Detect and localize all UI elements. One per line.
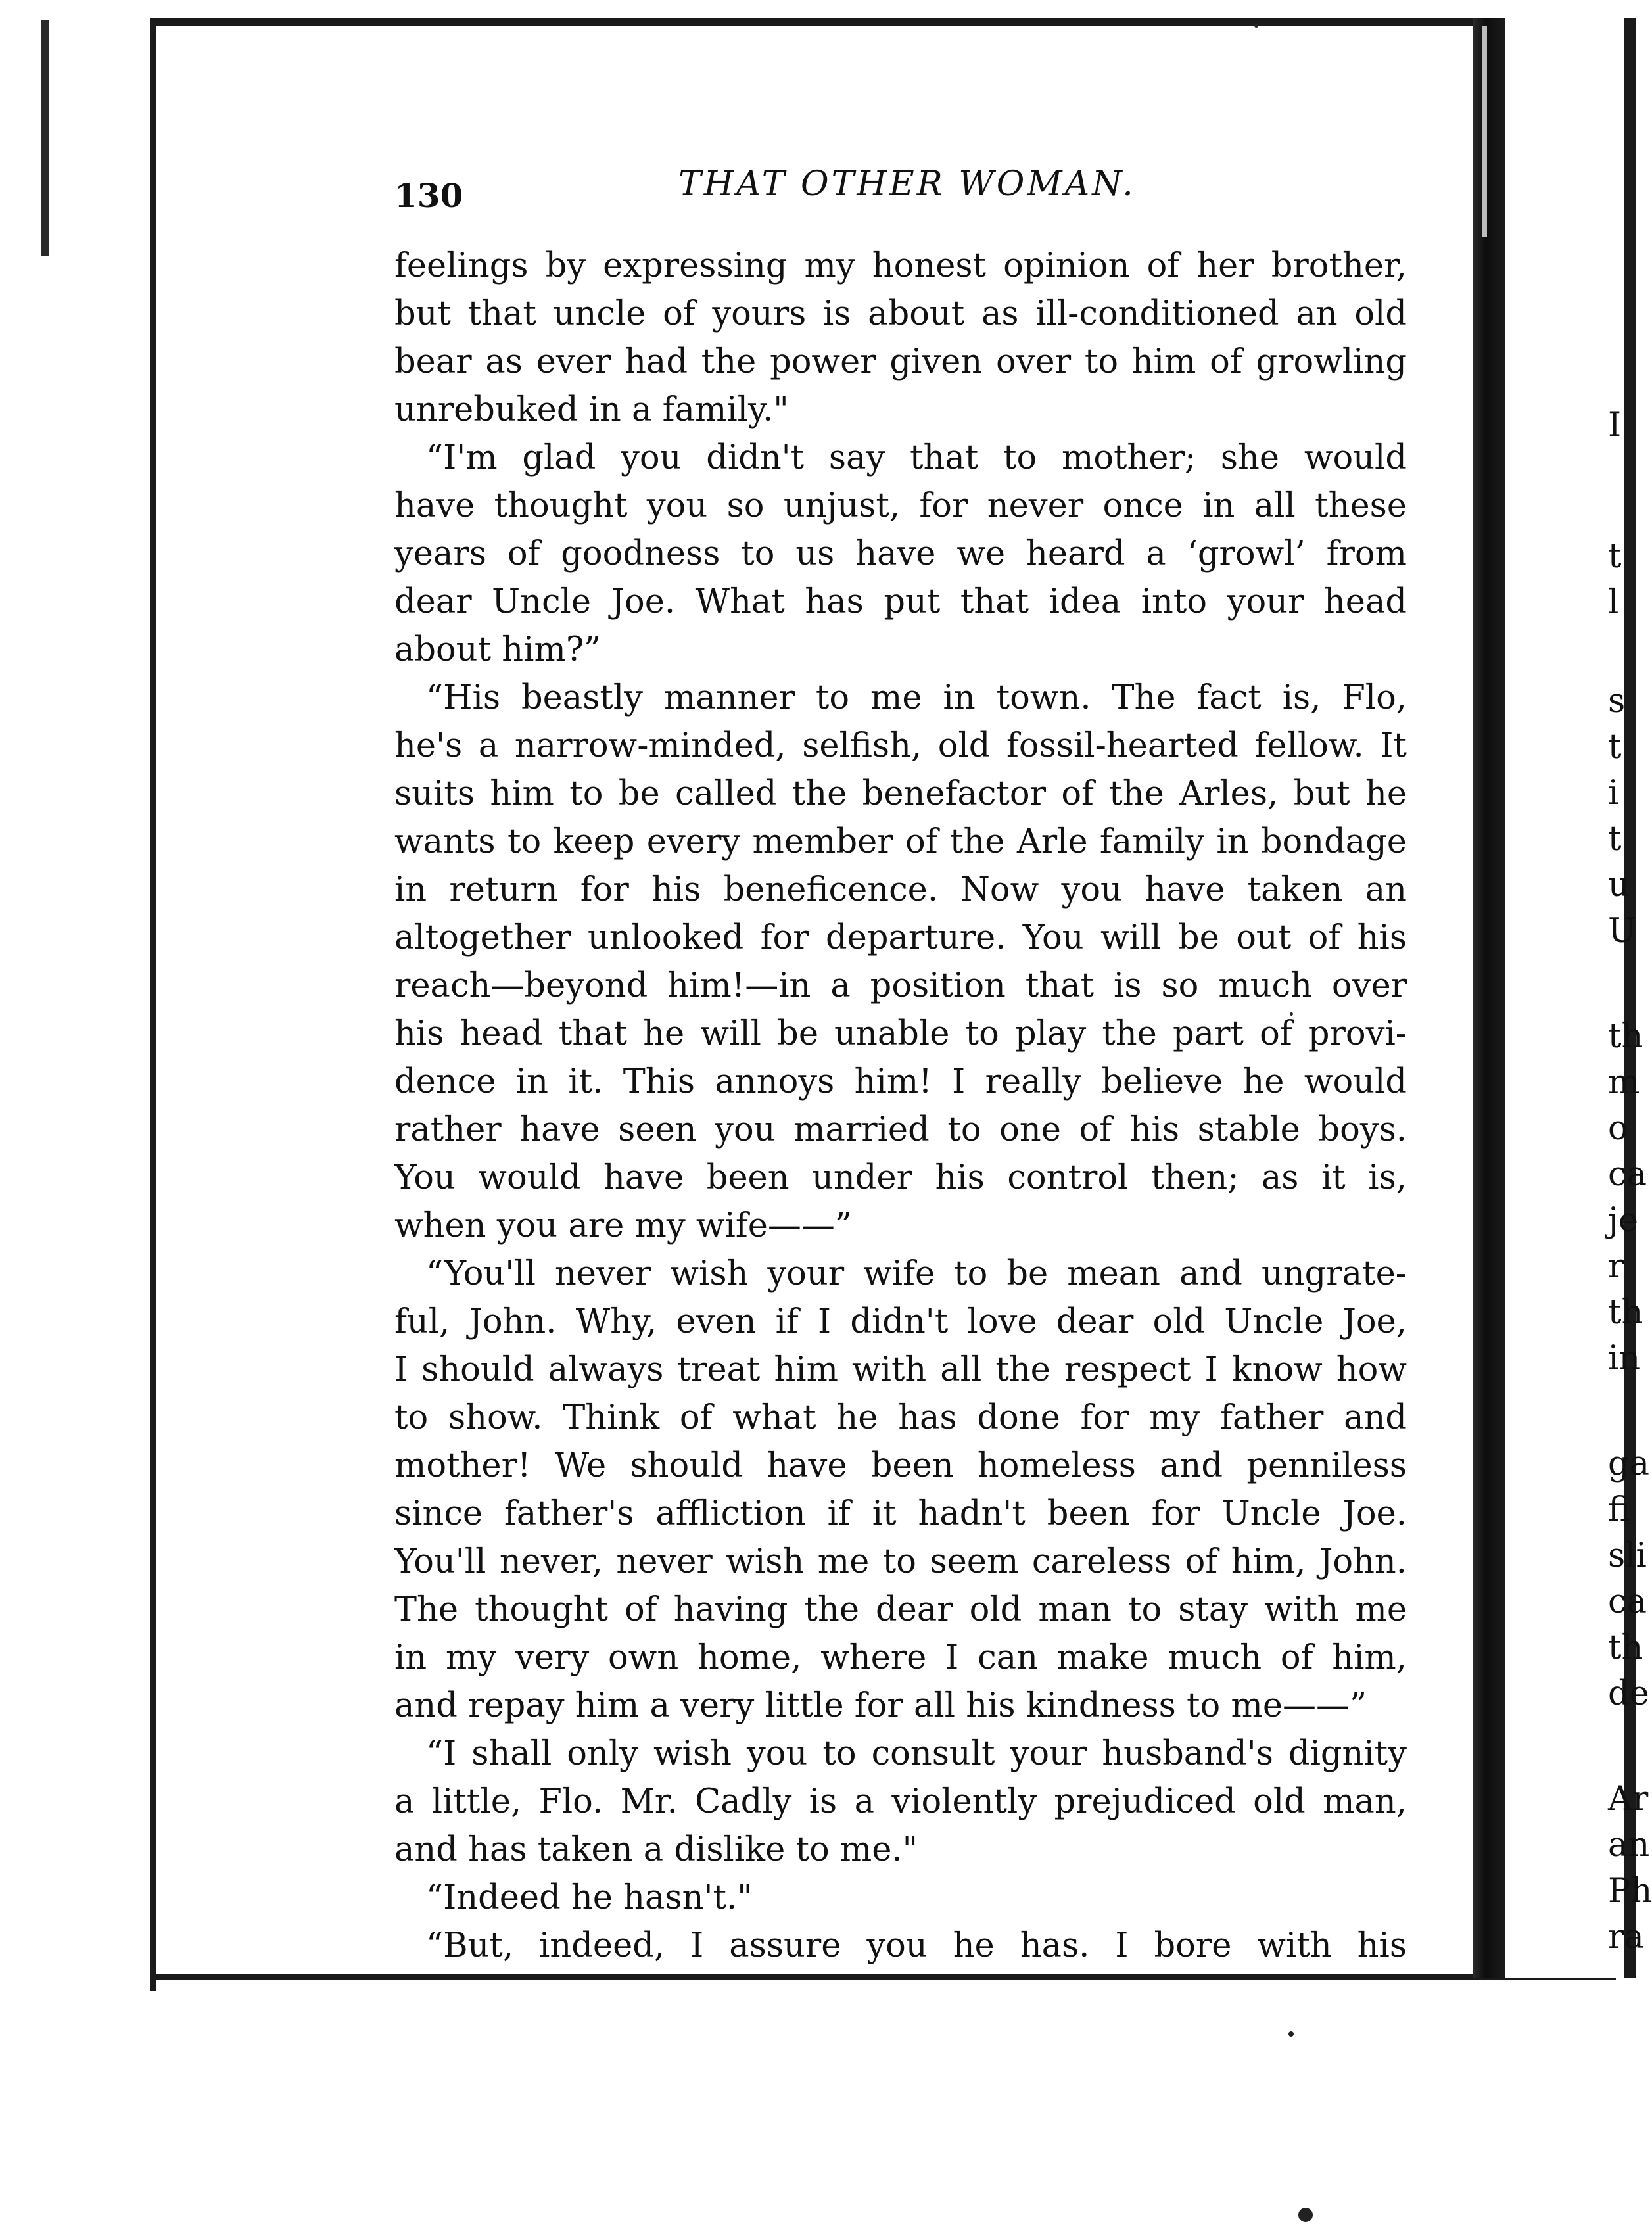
text-line: mother! We should have been homeless and penniless (394, 1446, 1407, 1485)
top-page-border (150, 18, 1636, 26)
facing-page-fragment: ra (1608, 1918, 1644, 1957)
text-line: “Indeed he hasn't." (426, 1878, 753, 1917)
text-line: have thought you so unjust, for never once in all these (394, 486, 1407, 525)
facing-page-fragment: in (1608, 1339, 1641, 1378)
scan-speck (1298, 2208, 1313, 2222)
text-line: unrebuked in a family." (394, 391, 789, 429)
facing-page-fragment: U (1608, 912, 1636, 951)
facing-page-fragment: l (1608, 583, 1619, 622)
gutter-highlight (1482, 26, 1487, 237)
facing-page-fragment: th (1608, 1293, 1643, 1332)
scan-speck (1254, 24, 1258, 28)
facing-page-fragment: ga (1608, 1444, 1650, 1483)
text-line: suits him to be called the benefactor of the Arles, but he (394, 774, 1407, 813)
text-line: he's a narrow-minded, selfish, old fossil-hearted fellow. It (394, 726, 1407, 765)
page-number: 130 (394, 176, 463, 215)
facing-page-fragment: s (1608, 682, 1626, 721)
text-line: ful, John. Why, even if I didn't love dear old Uncle Joe, (394, 1302, 1407, 1341)
facing-page-fragment: fi (1608, 1490, 1631, 1529)
text-line: I should always treat him with all the respect I know how (394, 1350, 1407, 1389)
text-line: You would have been under his control then; as it is, (394, 1158, 1407, 1197)
facing-page-fragment: t (1608, 728, 1622, 767)
text-line: and has taken a dislike to me." (394, 1830, 918, 1869)
left-margin (0, 0, 151, 2230)
facing-page-fragment: ca (1608, 1155, 1647, 1194)
text-line: altogether unlooked for departure. You will be out of his (394, 918, 1407, 957)
text-line: dence in it. This annoys him! I really believe he would (394, 1062, 1407, 1101)
scan-speck (1288, 2031, 1294, 2037)
text-line: “But, indeed, I assure you he has. I bore with his (426, 1926, 1407, 1965)
facing-page-fragment: t (1608, 820, 1622, 859)
left-page-border (150, 18, 156, 1991)
text-line: his head that he will be unable to play the part of provi- (394, 1014, 1407, 1053)
book-gutter (1473, 18, 1505, 1978)
running-title: THAT OTHER WOMAN. (678, 164, 1136, 204)
text-line: feelings by expressing my honest opinion of her brother, (394, 247, 1407, 285)
facing-page-fragment: th (1608, 1628, 1643, 1667)
facing-page-fragment: r (1608, 1247, 1624, 1286)
facing-page-fragment: de (1608, 1674, 1649, 1713)
body-text (394, 242, 1407, 1970)
text-line: reach—beyond him!—in a position that is so much over (394, 966, 1407, 1005)
facing-page-fragment: sli (1608, 1536, 1647, 1575)
facing-page-fragment: u (1608, 866, 1630, 905)
text-line: “I'm glad you didn't say that to mother; she would (426, 439, 1407, 477)
bottom-page-border (150, 1974, 1616, 1980)
text-line: since father's affliction if it hadn't been for Uncle Joe. (394, 1494, 1407, 1533)
text-line: in return for his beneficence. Now you have taken an (394, 870, 1407, 909)
text-line: and repay him a very little for all his kindness to me——” (394, 1686, 1367, 1725)
text-line: but that uncle of yours is about as ill-conditioned an old (394, 295, 1407, 333)
text-line: dear Uncle Joe. What has put that idea into your head (394, 582, 1407, 621)
facing-page-fragment: o (1608, 1109, 1628, 1148)
facing-page-fragment: Ar (1608, 1780, 1649, 1818)
facing-page-fragment: I (1608, 406, 1622, 444)
left-binding-mark (41, 20, 49, 256)
text-line: bear as ever had the power given over to him of growling (394, 343, 1407, 381)
text-line: “I shall only wish you to consult your husband's dignity (426, 1734, 1407, 1773)
facing-page-fragment: t (1608, 537, 1622, 576)
text-line: rather have seen you married to one of his stable boys. (394, 1110, 1407, 1149)
text-line: You'll never, never wish me to seem careless of him, John. (394, 1542, 1407, 1581)
text-line: wants to keep every member of the Arle family in bondage (394, 822, 1407, 861)
text-line: years of goodness to us have we heard a ‘growl’ from (394, 534, 1407, 573)
facing-page-fragment: je (1608, 1201, 1638, 1240)
facing-page-fragment: i (1608, 774, 1619, 813)
facing-page-fragment: ca (1608, 1582, 1647, 1621)
text-line: a little, Flo. Mr. Cadly is a violently prejudiced old man, (394, 1782, 1407, 1821)
text-line: The thought of having the dear old man to stay with me (394, 1590, 1407, 1629)
text-line: in my very own home, where I can make much of him, (394, 1638, 1407, 1677)
text-line: to show. Think of what he has done for my father and (394, 1398, 1407, 1437)
page-header (394, 162, 1446, 214)
text-line: about him?” (394, 630, 602, 669)
facing-page-fragment: Ph (1608, 1872, 1652, 1910)
text-line: “You'll never wish your wife to be mean and ungrate- (426, 1254, 1407, 1293)
facing-page-fragment: th (1608, 1017, 1643, 1056)
text-line: when you are my wife——” (394, 1206, 852, 1245)
facing-page-fragment: m (1608, 1063, 1640, 1102)
facing-page-fragment: an (1608, 1826, 1650, 1864)
text-line: “His beastly manner to me in town. The fact is, Flo, (426, 678, 1407, 717)
